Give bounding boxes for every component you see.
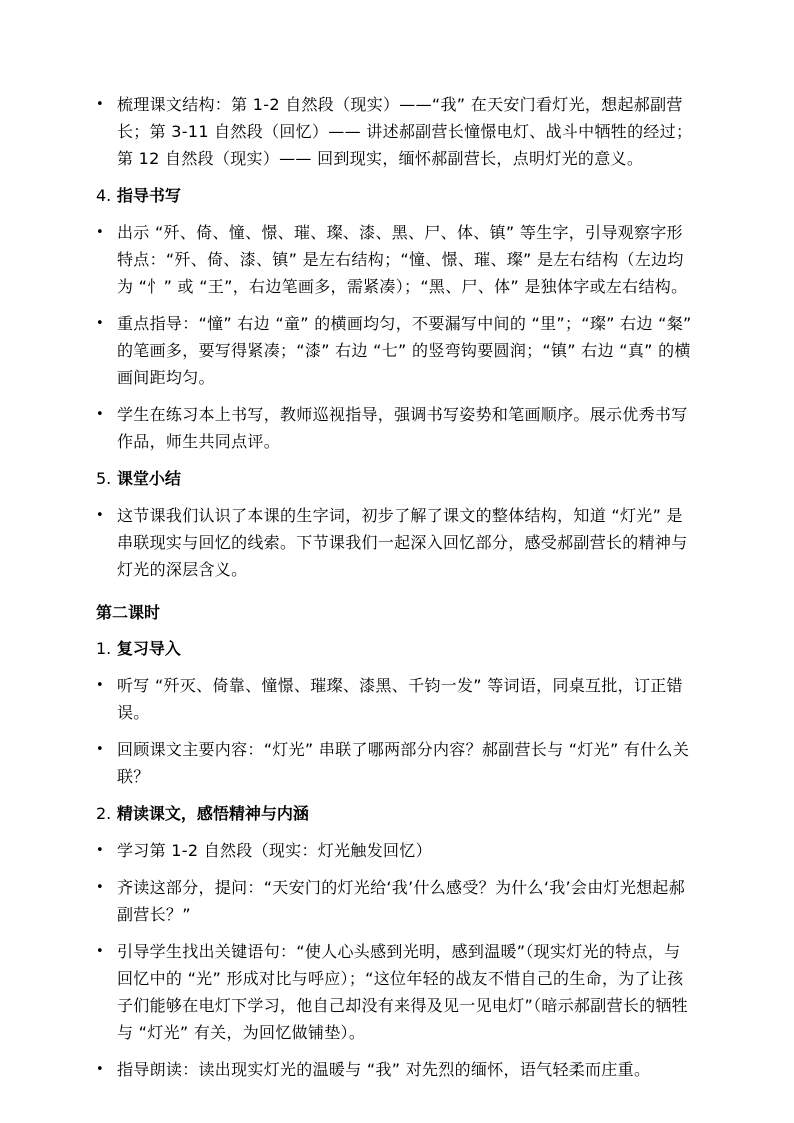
bullet-icon: • — [96, 880, 104, 895]
list-item-text: 学习第 1-2 自然段（现实：灯光触发回忆） — [117, 841, 432, 860]
bullet-icon: • — [96, 678, 104, 693]
list-item-text: 重点指导：“憧” 右边 “童” 的横画均匀，不要漏写中间的 “里”；“璨” 右边 “粲” 的笔画多，要写得紧凑；“漆” 右边 “七” 的竖弯钩要圆润；“镇” 右边 “真” 的横画间距均匀。 — [117, 314, 692, 387]
bullet-icon: • — [96, 944, 104, 959]
lesson-title: 第二课时 — [96, 603, 161, 622]
bullet-icon: • — [96, 742, 104, 757]
list-item-text: 指导朗读：读出现实灯光的温暖与 “我” 对先烈的缅怀，语气轻柔而庄重。 — [117, 1060, 651, 1079]
list-item — [96, 837, 694, 864]
section-title: 精读课文，感悟精神与内涵 — [116, 804, 309, 823]
list-item — [96, 310, 694, 391]
section-heading — [96, 635, 694, 662]
bullet-icon: • — [96, 1062, 104, 1077]
section-heading — [96, 465, 694, 492]
section-number: 5. — [96, 469, 112, 488]
list-item-text: 听写 “歼灭、倚靠、憧憬、璀璨、漆黑、千钧一发” 等词语，同桌互批，订正错误。 — [117, 676, 683, 722]
list-item — [96, 874, 694, 928]
bullet-icon: • — [96, 97, 104, 112]
list-item-text: 梳理课文结构：第 1-2 自然段（现实）——“我” 在天安门看灯光，想起郝副营长；第 3-11 自然段（回忆）—— 讲述郝副营长憧憬电灯、战斗中牺牲的经过；第 12 自然段（现实）—— 回到现实，缅怀郝副营长，点明灯光的意义。 — [117, 95, 693, 168]
list-item-text: 回顾课文主要内容：“灯光” 串联了哪两部分内容？郝副营长与 “灯光” 有什么关联？ — [117, 740, 690, 786]
list-item-text: 出示 “歼、倚、憧、憬、璀、璨、漆、黑、尸、体、镇” 等生字，引导观察字形特点：“歼、倚、漆、镇” 是左右结构；“憧、憬、璀、璨” 是左右结构（左边均为 “忄” 或 “王”，右边笔画多，需紧凑）；“黑、尸、体” 是独体字或左右结构。 — [117, 223, 688, 296]
bullet-icon: • — [96, 508, 104, 523]
bullet-icon: • — [96, 316, 104, 331]
list-item — [96, 672, 694, 726]
section-number: 2. — [96, 804, 112, 823]
list-item — [96, 502, 694, 583]
list-item-text: 这节课我们认识了本课的生字词，初步了解了课文的整体结构，知道 “灯光” 是串联现实与回忆的线索。下节课我们一起深入回忆部分，感受郝副营长的精神与灯光的深层含义。 — [117, 506, 688, 579]
list-item — [96, 219, 694, 300]
list-item — [96, 91, 694, 172]
section-heading — [96, 182, 694, 209]
section-title: 复习导入 — [116, 639, 181, 658]
list-item-text: 引导学生找出关键语句：“使人心头感到光明，感到温暖”（现实灯光的特点，与回忆中的 “光” 形成对比与呼应）；“这位年轻的战友不惜自己的生命，为了让孩子们能够在电灯下学习，他自己却没有来得及见一见电灯”（暗示郝副营长的牺牲与 “灯光” 有关，为回忆做铺垫）。 — [117, 942, 689, 1042]
section-number: 1. — [96, 639, 112, 658]
list-item-text: 齐读这部分，提问：“天安门的灯光给‘我’什么感受？为什么‘我’会由灯光想起郝副营长？” — [117, 878, 686, 924]
list-item — [96, 736, 694, 790]
section-title: 课堂小结 — [116, 469, 181, 488]
bullet-icon: • — [96, 225, 104, 240]
list-item — [96, 938, 694, 1046]
bullet-icon: • — [96, 407, 104, 422]
list-item — [96, 1056, 694, 1083]
list-item — [96, 401, 694, 455]
bullet-icon: • — [96, 843, 104, 858]
list-item-text: 学生在练习本上书写，教师巡视指导，强调书写姿势和笔画顺序。展示优秀书写作品，师生共同点评。 — [117, 405, 688, 451]
section-title: 指导书写 — [116, 186, 181, 205]
section-heading — [96, 800, 694, 827]
section-number: 4. — [96, 186, 112, 205]
